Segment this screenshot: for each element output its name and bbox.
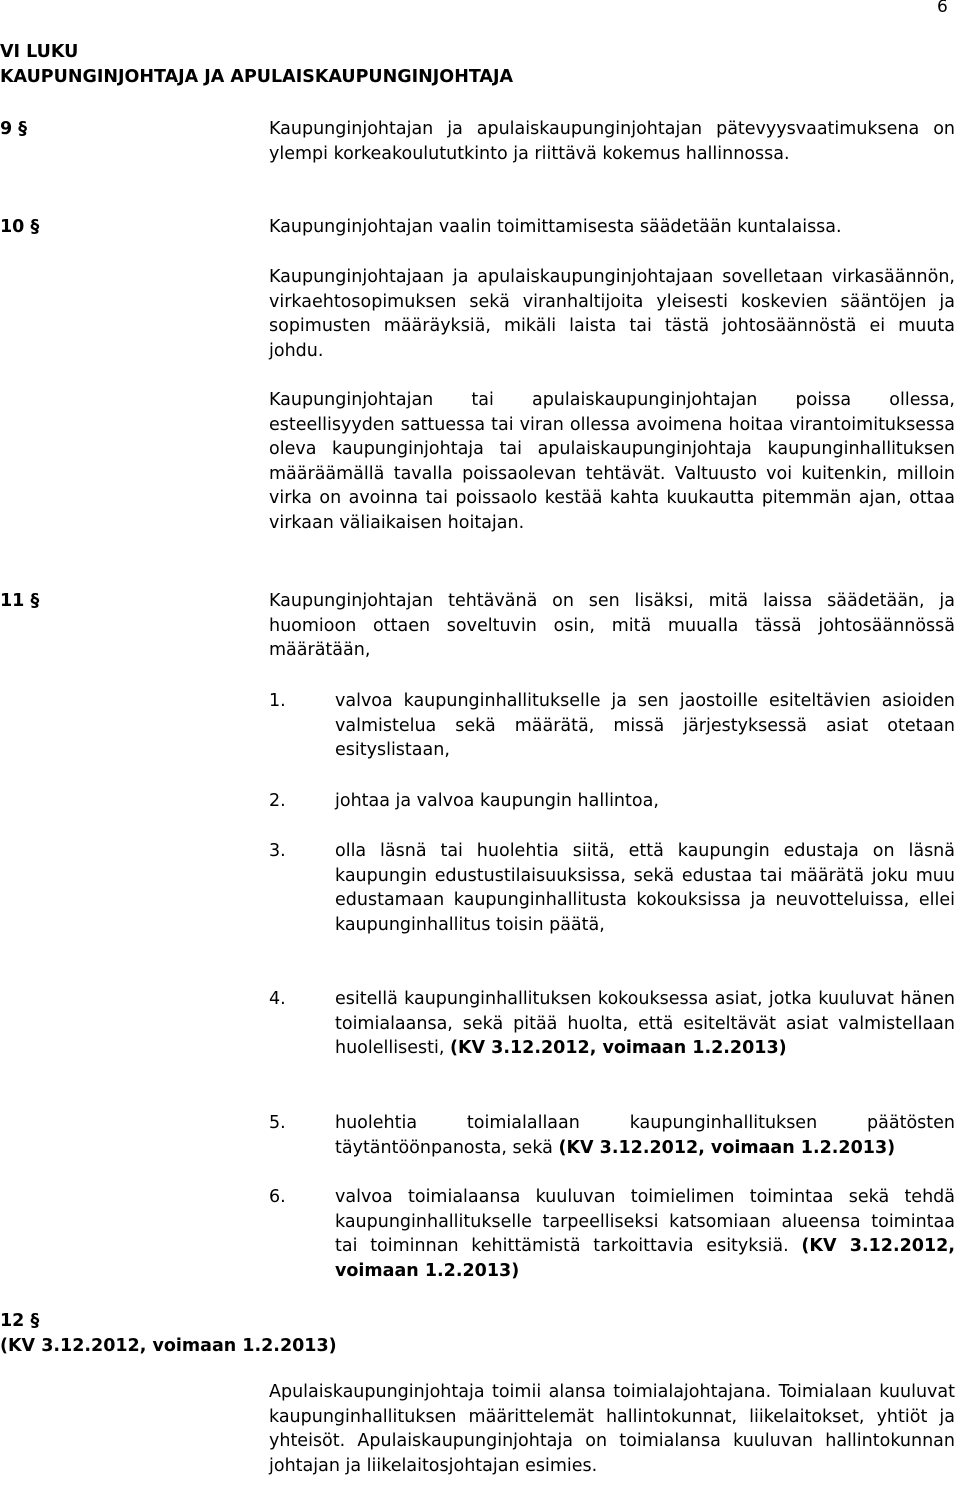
section-12-amendment-note: (KV 3.12.2012, voimaan 1.2.2013) [0,1336,337,1356]
amendment-note: (KV 3.12.2012, voimaan 1.2.2013) [335,1236,955,1281]
amendment-note: (KV 3.12.2012, voimaan 1.2.2013) [449,1038,787,1058]
list-item-text: johtaa ja valvoa kaupungin hallintoa, [335,791,659,811]
amendment-note: (KV 3.12.2012, voimaan 1.2.2013) [558,1137,896,1158]
list-item-text: valvoa kaupunginhallitukselle ja sen jaostoille esiteltävien asioiden valmistelua sekä määrätä, missä järjestyksessä asiat otetaan esityslistaan, [335,691,955,760]
list-item [335,689,955,763]
section-12-text: Apulaiskaupunginjohtaja toimii alansa toimialajohtajana. Toimialaan kuuluvat kaupunginhallituksen määrittelemät hallintokunnat, liikelaitokset, yhtiöt ja yhteisöt. Apulaiskaupunginjohtaja on toimialansa kuuluvan hallintokunnan johtajan ja liikelaitosjohtajan esimies. [269,1382,955,1476]
list-item [335,789,955,814]
list-item-number: 1. [269,691,286,711]
list-item-number: 6. [269,1187,286,1207]
section-11-intro: Kaupunginjohtajan tehtävänä on sen lisäksi, mitä laissa säädetään, ja huomioon ottaen soveltuvin osin, mitä muualla tässä johtosäännössä määrätään, [269,591,955,660]
list-item-number: 4. [269,989,286,1009]
list-item-number: 5. [269,1113,286,1133]
list-item-number: 2. [269,791,286,811]
page-number: 6 [937,0,948,17]
section-10-number: 10 § [0,217,40,237]
list-item [335,839,955,937]
section-10-paragraph-3: Kaupunginjohtajan tai apulaiskaupunginjohtajan poissa ollessa, esteellisyyden sattuessa tai viran ollessa avoimena hoitaa virantoimituksessa oleva kaupunginjohtaja tai apulaiskaupunginjohtaja kaupunginhallituksen määräämällä tavalla poissaolevan tehtävät. Valtuusto voi kuitenkin, milloin virka on avoinna tai poissaolo kestää kahta kuukautta pitemmän ajan, ottaa virkaan väliaikaisen hoitajan. [269,390,955,533]
section-9-text: Kaupunginjohtajan ja apulaiskaupunginjohtajan pätevyysvaatimuksena on ylempi korkeakoulututkinto ja riittävä kokemus hallinnossa. [269,119,955,164]
list-item-text: valvoa toimialaansa kuuluvan toimielimen toimintaa sekä tehdä kaupunginhallitukselle tarpeelliseksi katsomiaan alueensa toimintaa tai toiminnan kehittämistä tarkoittavia esityksiä. [335,1187,955,1256]
section-11-number: 11 § [0,591,40,611]
list-item-number: 3. [269,841,286,861]
list-item [335,1185,955,1283]
list-item-text: huolehtia toimialallaan kaupunginhallituksen päätösten täytäntöönpanosta, sekä [335,1113,955,1158]
section-9-number: 9 § [0,119,28,139]
list-item [335,987,955,1061]
section-10-paragraph-1: Kaupunginjohtajan vaalin toimittamisesta säädetään kuntalaissa. [269,217,842,237]
section-12-number: 12 § [0,1311,40,1331]
list-item [335,1111,955,1160]
list-item-text: esitellä kaupunginhallituksen kokouksessa asiat, jotka kuuluvat hänen toimialaansa, sekä pitää huolta, että esiteltävät asiat valmistellaan huolellisesti, [335,989,955,1058]
chapter-number: VI LUKU [0,42,79,62]
chapter-title: KAUPUNGINJOHTAJA JA APULAISKAUPUNGINJOHTAJA [0,67,514,87]
list-item-text: olla läsnä tai huolehtia siitä, että kaupungin edustaja on läsnä kaupungin edustustilaisuuksissa, sekä edustaa tai määrätä joku muu edustamaan kaupunginhallitusta kokouksissa ja neuvotteluissa, ellei kaupunginhallitus toisin päätä, [335,841,955,935]
section-10-paragraph-2: Kaupunginjohtajaan ja apulaiskaupunginjohtajaan sovelletaan virkasäännön, virkaehtosopimuksen sekä viranhaltijoita yleisesti koskevien sääntöjen ja sopimusten määräyksiä, mikäli laista tai tästä johtosäännöstä ei muuta johdu. [269,267,955,361]
